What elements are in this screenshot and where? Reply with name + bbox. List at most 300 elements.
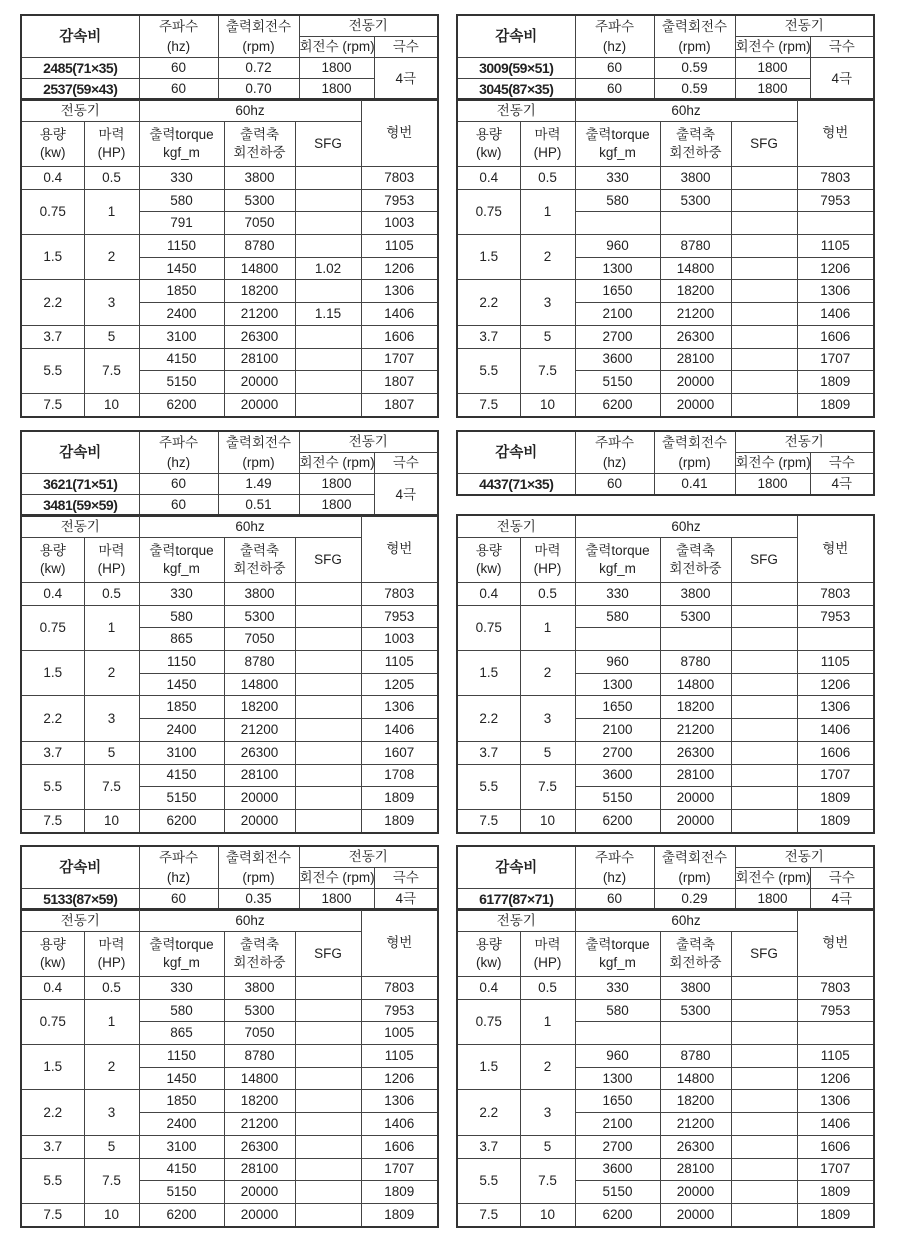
hp-cell: 5 xyxy=(520,741,575,764)
torque-cell: 3100 xyxy=(139,325,224,348)
motor-spec-table xyxy=(20,908,439,1228)
model-cell: 1707 xyxy=(361,1158,438,1181)
torque-header-line: 출력torque xyxy=(149,937,214,952)
model-cell: 1206 xyxy=(797,257,874,280)
kw-cell: 5.5 xyxy=(457,764,520,809)
sfg-header: SFG xyxy=(295,538,361,583)
ratio-cell: 2537(59×43) xyxy=(21,79,139,101)
torque-cell: 960 xyxy=(575,235,660,258)
torque-cell: 3100 xyxy=(139,741,224,764)
sfg-cell xyxy=(295,348,361,371)
hz60-header: 60hz xyxy=(575,515,797,538)
output-rpm-cell: 0.41 xyxy=(654,474,735,496)
torque-cell: 580 xyxy=(139,605,224,628)
hp-cell: 7.5 xyxy=(84,348,139,393)
load-header-line: 출력축 xyxy=(239,127,280,142)
frequency-cell: 60 xyxy=(575,889,654,911)
model-cell: 1406 xyxy=(797,1113,874,1136)
kw-header xyxy=(457,538,520,583)
table-row xyxy=(457,325,874,348)
ratio-cell: 6177(87×71) xyxy=(457,889,575,911)
sfg-cell xyxy=(295,1181,361,1204)
motor-spec-table xyxy=(20,98,439,418)
table-row xyxy=(457,999,874,1022)
output-rpm-cell: 0.29 xyxy=(654,889,735,911)
torque-cell xyxy=(575,1022,660,1045)
hp-cell: 3 xyxy=(520,1090,575,1135)
output-rpm-header-line: 출력회전수 xyxy=(225,849,292,865)
model-cell: 1809 xyxy=(361,787,438,810)
hp-cell: 3 xyxy=(84,696,139,741)
torque-header xyxy=(139,932,224,977)
kw-cell: 5.5 xyxy=(457,348,520,393)
kw-header xyxy=(21,538,84,583)
motor-rpm-cell: 1800 xyxy=(299,474,374,495)
model-cell xyxy=(797,212,874,235)
model-cell: 1809 xyxy=(361,1203,438,1226)
load-header-line: 출력축 xyxy=(675,543,716,558)
torque-header xyxy=(575,538,660,583)
sfg-cell xyxy=(295,371,361,394)
kw-header-line: 용량 xyxy=(39,127,66,142)
hp-cell: 2 xyxy=(520,1045,575,1090)
kw-header-line: 용량 xyxy=(475,127,502,142)
torque-header-line: kgf_m xyxy=(163,561,200,576)
table-row xyxy=(21,605,438,628)
torque-header-line: kgf_m xyxy=(599,145,636,160)
model-cell: 1205 xyxy=(361,673,438,696)
output-rpm-cell: 0.59 xyxy=(654,58,735,79)
table-row xyxy=(457,1203,874,1226)
header-row xyxy=(457,15,874,37)
torque-cell: 4150 xyxy=(139,1158,224,1181)
table-row xyxy=(21,889,438,911)
poles-cell: 4극 xyxy=(810,58,874,101)
output-rpm-header-line: 출력회전수 xyxy=(661,18,728,34)
frequency-header-line: 주파수 xyxy=(594,434,635,450)
sfg-cell xyxy=(731,371,797,394)
sfg-cell xyxy=(295,1090,361,1113)
table-row xyxy=(21,348,438,371)
hp-cell: 5 xyxy=(84,1135,139,1158)
load-cell: 18200 xyxy=(224,280,295,303)
motor-rpm-header: 회전수 (rpm) xyxy=(299,37,374,58)
load-cell: 3800 xyxy=(660,583,731,606)
table-row xyxy=(457,348,874,371)
load-cell: 3800 xyxy=(660,167,731,190)
sfg-cell xyxy=(731,764,797,787)
hp-cell: 2 xyxy=(84,1045,139,1090)
hp-cell: 5 xyxy=(520,325,575,348)
frequency-header-line: 주파수 xyxy=(158,434,199,450)
sfg-header: SFG xyxy=(731,932,797,977)
load-cell: 26300 xyxy=(660,741,731,764)
sfg-cell xyxy=(731,787,797,810)
load-cell: 14800 xyxy=(224,257,295,280)
kw-cell: 7.5 xyxy=(457,809,520,832)
model-cell: 1606 xyxy=(797,741,874,764)
motor-rpm-cell: 1800 xyxy=(299,79,374,101)
hp-cell: 3 xyxy=(520,696,575,741)
torque-cell: 330 xyxy=(575,583,660,606)
model-cell xyxy=(797,1022,874,1045)
load-cell: 8780 xyxy=(660,1045,731,1068)
torque-cell: 5150 xyxy=(139,371,224,394)
model-cell: 1206 xyxy=(797,1067,874,1090)
hz60-header: 60hz xyxy=(139,99,361,122)
sfg-cell xyxy=(295,719,361,742)
model-cell: 1606 xyxy=(797,325,874,348)
hz60-header: 60hz xyxy=(575,99,797,122)
sfg-header: SFG xyxy=(295,122,361,167)
table-row xyxy=(457,1090,874,1113)
torque-header-line: 출력torque xyxy=(585,543,650,558)
motor-rpm-cell: 1800 xyxy=(735,58,810,79)
ratio-header: 감속비 xyxy=(21,846,139,889)
load-cell: 7050 xyxy=(224,212,295,235)
torque-cell: 865 xyxy=(139,1022,224,1045)
load-cell: 18200 xyxy=(224,696,295,719)
model-cell: 1005 xyxy=(361,1022,438,1045)
poles-cell: 4극 xyxy=(810,474,874,496)
poles-cell: 4극 xyxy=(374,889,438,911)
kw-cell: 1.5 xyxy=(21,235,84,280)
load-header-line: 출력축 xyxy=(675,127,716,142)
hp-header xyxy=(84,122,139,167)
load-cell: 28100 xyxy=(660,1158,731,1181)
kw-header-line: (kw) xyxy=(476,145,502,160)
sfg-cell xyxy=(295,1022,361,1045)
sfg-cell xyxy=(731,348,797,371)
motor-spec-table xyxy=(20,514,439,834)
model-cell: 1809 xyxy=(797,809,874,832)
sfg-cell: 1.02 xyxy=(295,257,361,280)
load-cell: 20000 xyxy=(224,1203,295,1226)
torque-header-line: kgf_m xyxy=(599,561,636,576)
kw-header-line: 용량 xyxy=(39,937,66,952)
motor-header: 전동기 xyxy=(735,15,874,37)
torque-cell: 6200 xyxy=(139,393,224,416)
header-row xyxy=(21,846,438,868)
model-cell: 7803 xyxy=(797,977,874,1000)
load-header-line: 출력축 xyxy=(675,937,716,952)
load-cell: 3800 xyxy=(224,167,295,190)
table-row xyxy=(21,583,438,606)
load-header-line: 회전하중 xyxy=(233,955,286,970)
load-cell: 18200 xyxy=(224,1090,295,1113)
kw-cell: 3.7 xyxy=(457,741,520,764)
output-rpm-header-line: (rpm) xyxy=(678,454,711,470)
ratio-header: 감속비 xyxy=(21,431,139,474)
kw-cell: 0.75 xyxy=(21,605,84,650)
torque-header xyxy=(139,122,224,167)
load-header-line: 회전하중 xyxy=(669,145,722,160)
kw-cell: 5.5 xyxy=(21,348,84,393)
hp-header-line: (HP) xyxy=(97,955,126,970)
sfg-cell xyxy=(731,741,797,764)
sfg-header: SFG xyxy=(731,538,797,583)
load-cell: 26300 xyxy=(660,325,731,348)
load-header xyxy=(224,932,295,977)
kw-header-line: (kw) xyxy=(476,955,502,970)
torque-header xyxy=(139,538,224,583)
sfg-cell xyxy=(731,1022,797,1045)
table-row xyxy=(457,696,874,719)
kw-cell: 0.75 xyxy=(457,999,520,1044)
kw-cell: 7.5 xyxy=(457,393,520,416)
load-cell: 21200 xyxy=(660,303,731,326)
ratio-header: 감속비 xyxy=(457,15,575,58)
frequency-header xyxy=(575,431,654,474)
hz60-header: 60hz xyxy=(139,909,361,932)
sfg-cell xyxy=(295,809,361,832)
motor-spec-table xyxy=(456,98,875,418)
kw-header-line: 용량 xyxy=(475,543,502,558)
load-cell: 7050 xyxy=(224,628,295,651)
torque-header-line: kgf_m xyxy=(599,955,636,970)
kw-header-line: (kw) xyxy=(40,955,66,970)
sfg-cell xyxy=(295,1203,361,1226)
motor-spec-table xyxy=(456,908,875,1228)
table-row xyxy=(21,235,438,258)
sfg-cell xyxy=(295,605,361,628)
hp-cell: 3 xyxy=(84,1090,139,1135)
model-cell: 1105 xyxy=(361,651,438,674)
hz60-header: 60hz xyxy=(139,515,361,538)
output-rpm-header-line: 출력회전수 xyxy=(225,18,292,34)
load-cell: 20000 xyxy=(660,1181,731,1204)
sfg-cell xyxy=(731,1090,797,1113)
model-cell: 1105 xyxy=(797,235,874,258)
model-cell: 1809 xyxy=(797,787,874,810)
model-header: 형번 xyxy=(797,99,874,167)
load-cell: 26300 xyxy=(224,325,295,348)
sfg-cell xyxy=(295,1135,361,1158)
sfg-cell xyxy=(295,167,361,190)
output-rpm-header-line: (rpm) xyxy=(678,869,711,885)
output-rpm-header xyxy=(218,431,299,474)
motor-rpm-header: 회전수 (rpm) xyxy=(299,868,374,889)
frequency-cell: 60 xyxy=(139,495,218,517)
ratio-cell: 5133(87×59) xyxy=(21,889,139,911)
load-cell: 3800 xyxy=(224,977,295,1000)
frequency-header xyxy=(575,15,654,58)
model-cell: 1809 xyxy=(361,809,438,832)
load-cell: 20000 xyxy=(224,1181,295,1204)
motor-header: 전동기 xyxy=(21,909,139,932)
hp-header xyxy=(84,932,139,977)
table-row xyxy=(21,1135,438,1158)
frequency-cell: 60 xyxy=(575,58,654,79)
load-cell: 28100 xyxy=(224,348,295,371)
hp-cell: 0.5 xyxy=(520,977,575,1000)
load-cell: 18200 xyxy=(660,280,731,303)
torque-cell: 5150 xyxy=(139,787,224,810)
torque-cell: 1300 xyxy=(575,673,660,696)
kw-cell: 1.5 xyxy=(457,1045,520,1090)
torque-cell: 1450 xyxy=(139,673,224,696)
kw-cell: 7.5 xyxy=(21,393,84,416)
kw-cell: 0.75 xyxy=(21,189,84,234)
hp-cell: 10 xyxy=(520,1203,575,1226)
load-cell: 8780 xyxy=(660,235,731,258)
torque-header xyxy=(575,932,660,977)
frequency-header-line: 주파수 xyxy=(594,849,635,865)
ratio-cell: 3481(59×59) xyxy=(21,495,139,517)
hp-cell: 5 xyxy=(84,741,139,764)
sfg-cell xyxy=(731,1067,797,1090)
table-row xyxy=(21,167,438,190)
sfg-header: SFG xyxy=(295,932,361,977)
load-cell: 20000 xyxy=(224,787,295,810)
ratio-cell: 3009(59×51) xyxy=(457,58,575,79)
model-cell: 1003 xyxy=(361,628,438,651)
load-header xyxy=(660,932,731,977)
sfg-cell xyxy=(731,1135,797,1158)
hp-header-line: 마력 xyxy=(534,543,561,558)
load-header-line: 회전하중 xyxy=(669,955,722,970)
model-header: 형번 xyxy=(797,909,874,977)
torque-cell: 865 xyxy=(139,628,224,651)
sfg-cell xyxy=(295,325,361,348)
kw-cell: 0.4 xyxy=(21,583,84,606)
torque-cell: 580 xyxy=(575,189,660,212)
load-cell: 21200 xyxy=(660,719,731,742)
sfg-cell xyxy=(731,1113,797,1136)
torque-cell xyxy=(575,628,660,651)
model-cell: 1809 xyxy=(797,371,874,394)
motor-header: 전동기 xyxy=(735,846,874,868)
ratio-cell: 3045(87×35) xyxy=(457,79,575,101)
hp-cell: 7.5 xyxy=(520,764,575,809)
frequency-header-line: 주파수 xyxy=(158,18,199,34)
sfg-cell xyxy=(295,393,361,416)
hp-header-line: 마력 xyxy=(98,543,125,558)
hp-header-line: (HP) xyxy=(533,955,562,970)
motor-header: 전동기 xyxy=(299,846,438,868)
table-row xyxy=(21,741,438,764)
load-cell: 8780 xyxy=(224,235,295,258)
torque-cell: 3600 xyxy=(575,764,660,787)
kw-cell: 2.2 xyxy=(21,280,84,325)
model-cell: 1708 xyxy=(361,764,438,787)
hp-cell: 1 xyxy=(84,189,139,234)
motor-header: 전동기 xyxy=(457,99,575,122)
output-rpm-header xyxy=(218,15,299,58)
hp-header-line: 마력 xyxy=(534,937,561,952)
model-cell: 1406 xyxy=(797,719,874,742)
torque-cell: 330 xyxy=(139,583,224,606)
table-row xyxy=(457,1045,874,1068)
load-header-line: 회전하중 xyxy=(669,561,722,576)
load-cell: 14800 xyxy=(660,673,731,696)
table-row xyxy=(21,1090,438,1113)
torque-cell: 1150 xyxy=(139,651,224,674)
load-cell: 3800 xyxy=(224,583,295,606)
load-cell: 18200 xyxy=(660,696,731,719)
sfg-cell xyxy=(295,764,361,787)
table-row xyxy=(21,325,438,348)
table-row xyxy=(457,1135,874,1158)
kw-cell: 2.2 xyxy=(457,280,520,325)
model-cell: 7953 xyxy=(797,999,874,1022)
load-header-line: 회전하중 xyxy=(233,561,286,576)
hp-cell: 0.5 xyxy=(84,583,139,606)
kw-cell: 0.4 xyxy=(21,167,84,190)
model-cell: 1105 xyxy=(361,1045,438,1068)
kw-cell: 0.75 xyxy=(21,999,84,1044)
sfg-cell xyxy=(295,1158,361,1181)
frequency-header-line: (hz) xyxy=(602,454,627,470)
table-row xyxy=(457,393,874,416)
frequency-header-line: 주파수 xyxy=(594,18,635,34)
model-cell: 1707 xyxy=(361,348,438,371)
torque-header-line: 출력torque xyxy=(585,937,650,952)
frequency-header-line: (hz) xyxy=(602,38,627,54)
kw-cell: 3.7 xyxy=(457,1135,520,1158)
motor-rpm-header: 회전수 (rpm) xyxy=(735,868,810,889)
output-rpm-cell: 0.35 xyxy=(218,889,299,911)
torque-cell: 791 xyxy=(139,212,224,235)
output-rpm-cell: 1.49 xyxy=(218,474,299,495)
model-header: 형번 xyxy=(361,909,438,977)
kw-cell: 5.5 xyxy=(457,1158,520,1203)
sfg-cell: 1.15 xyxy=(295,303,361,326)
output-rpm-cell: 0.70 xyxy=(218,79,299,101)
table-row xyxy=(21,474,438,495)
load-cell: 26300 xyxy=(224,1135,295,1158)
hp-cell: 1 xyxy=(520,999,575,1044)
torque-cell: 6200 xyxy=(575,1203,660,1226)
header-row xyxy=(457,846,874,868)
hp-cell: 10 xyxy=(84,393,139,416)
hp-cell: 10 xyxy=(520,393,575,416)
torque-cell: 6200 xyxy=(575,809,660,832)
kw-cell: 1.5 xyxy=(21,1045,84,1090)
hp-cell: 0.5 xyxy=(520,167,575,190)
sfg-cell xyxy=(731,189,797,212)
hp-header-line: (HP) xyxy=(533,561,562,576)
frequency-cell: 60 xyxy=(575,474,654,496)
ratio-table xyxy=(456,845,875,911)
kw-cell: 1.5 xyxy=(21,651,84,696)
frequency-header-line: 주파수 xyxy=(158,849,199,865)
hp-cell: 3 xyxy=(84,280,139,325)
sfg-cell xyxy=(295,583,361,606)
motor-header: 전동기 xyxy=(21,515,139,538)
output-rpm-header-line: (rpm) xyxy=(242,454,275,470)
torque-cell: 1150 xyxy=(139,1045,224,1068)
torque-cell: 580 xyxy=(139,189,224,212)
sfg-cell xyxy=(731,628,797,651)
torque-cell: 2100 xyxy=(575,303,660,326)
load-header xyxy=(660,538,731,583)
torque-cell: 6200 xyxy=(139,809,224,832)
model-cell: 1807 xyxy=(361,393,438,416)
model-cell: 7953 xyxy=(361,605,438,628)
model-header: 형번 xyxy=(797,515,874,583)
hp-cell: 7.5 xyxy=(84,764,139,809)
hp-header xyxy=(520,932,575,977)
model-header: 형번 xyxy=(361,99,438,167)
table-row xyxy=(21,696,438,719)
hp-cell: 0.5 xyxy=(520,583,575,606)
load-cell: 21200 xyxy=(224,1113,295,1136)
load-cell xyxy=(660,212,731,235)
load-cell: 28100 xyxy=(660,764,731,787)
kw-cell: 0.75 xyxy=(457,605,520,650)
poles-cell: 4극 xyxy=(810,889,874,911)
